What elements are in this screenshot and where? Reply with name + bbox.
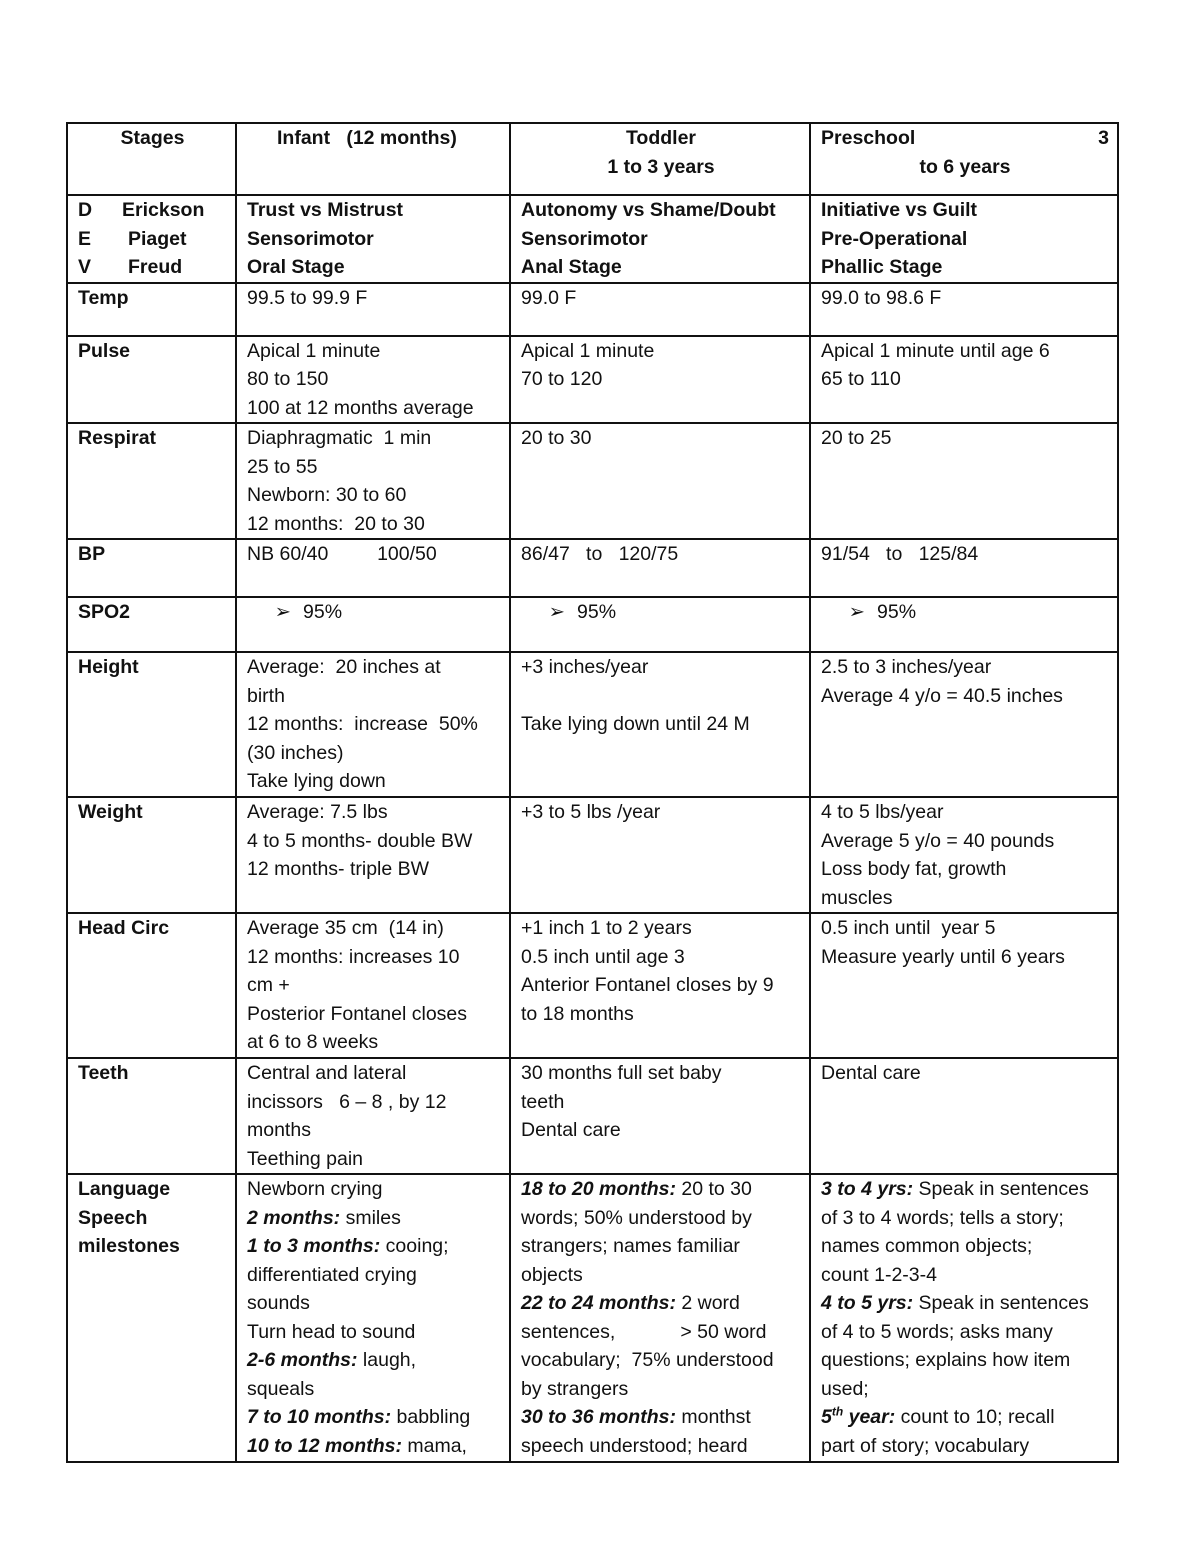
respiration-preschool: 20 to 25 <box>810 423 1118 539</box>
teeth-toddler: 30 months full set baby teeth Dental care <box>510 1058 810 1174</box>
respiration-infant: Diaphragmatic 1 min 25 to 55 Newborn: 30 to 60 12 months: 20 to 30 <box>236 423 510 539</box>
teeth-infant: Central and lateral incissors 6 – 8 , by 12 months Teething pain <box>236 1058 510 1174</box>
temp-preschool: 99.0 to 98.6 F <box>810 283 1118 336</box>
pulse-row <box>67 336 1118 424</box>
weight-row <box>67 797 1118 913</box>
height-toddler: +3 inches/year Take lying down until 24 M <box>510 652 810 797</box>
temp-infant: 99.5 to 99.9 F <box>236 283 510 336</box>
dev-theory-label: D Erickson E Piaget V Freud <box>67 195 236 283</box>
bp-row <box>67 539 1118 597</box>
bp-preschool: 91/54 to 125/84 <box>810 539 1118 597</box>
dev-theory-infant: Trust vs Mistrust Sensorimotor Oral Stage <box>236 195 510 283</box>
temp-toddler: 99.0 F <box>510 283 810 336</box>
spo2-label: SPO2 <box>67 597 236 652</box>
weight-infant: Average: 7.5 lbs 4 to 5 months- double BW 12 months- triple BW <box>236 797 510 913</box>
language-row <box>67 1174 1118 1462</box>
weight-toddler: +3 to 5 lbs /year <box>510 797 810 913</box>
height-preschool: 2.5 to 3 inches/year Average 4 y/o = 40.5 inches <box>810 652 1118 797</box>
height-label: Height <box>67 652 236 797</box>
height-row <box>67 652 1118 797</box>
header-stages: Stages <box>67 123 236 195</box>
header-preschool: Preschool 3 to 6 years <box>810 123 1118 195</box>
spo2-infant: ➢ 95% <box>236 597 510 652</box>
temp-label: Temp <box>67 283 236 336</box>
temp-row <box>67 283 1118 336</box>
height-infant: Average: 20 inches at birth 12 months: increase 50% (30 inches) Take lying down <box>236 652 510 797</box>
pulse-toddler: Apical 1 minute 70 to 120 <box>510 336 810 424</box>
head-circ-label: Head Circ <box>67 913 236 1058</box>
teeth-row <box>67 1058 1118 1174</box>
arrow-bullet-icon: ➢ <box>548 601 565 623</box>
header-row <box>67 123 1118 195</box>
bp-label: BP <box>67 539 236 597</box>
dev-theory-row <box>67 195 1118 283</box>
head-circ-infant: Average 35 cm (14 in) 12 months: increases 10 cm + Posterior Fontanel closes at 6 to 8 weeks <box>236 913 510 1058</box>
header-toddler: Toddler 1 to 3 years <box>510 123 810 195</box>
dev-theory-preschool: Initiative vs Guilt Pre-Operational Phallic Stage <box>810 195 1118 283</box>
head-circ-preschool: 0.5 inch until year 5 Measure yearly until 6 years <box>810 913 1118 1058</box>
language-label: Language Speech milestones <box>67 1174 236 1462</box>
weight-label: Weight <box>67 797 236 913</box>
teeth-preschool: Dental care <box>810 1058 1118 1174</box>
bp-toddler: 86/47 to 120/75 <box>510 539 810 597</box>
pulse-preschool: Apical 1 minute until age 6 65 to 110 <box>810 336 1118 424</box>
respiration-toddler: 20 to 30 <box>510 423 810 539</box>
dev-theory-toddler: Autonomy vs Shame/Doubt Sensorimotor Anal Stage <box>510 195 810 283</box>
head-circ-row <box>67 913 1118 1058</box>
language-toddler: 18 to 20 months: 20 to 30 words; 50% understood by strangers; names familiar objects 22 to 24 months: 2 word sentences, > 50 word vocabulary; 75% understood by strangers 30 to 36 months: monthst speech understood; heard <box>510 1174 810 1462</box>
spo2-preschool: ➢ 95% <box>810 597 1118 652</box>
pulse-label: Pulse <box>67 336 236 424</box>
language-preschool: 3 to 4 yrs: Speak in sentences of 3 to 4 words; tells a story; names common objects; count 1-2-3-4 4 to 5 yrs: Speak in sentences of 4 to 5 words; asks many questions; explains how item used; 5th year: count to 10; recall part of story; vocabulary <box>810 1174 1118 1462</box>
pulse-infant: Apical 1 minute 80 to 150 100 at 12 months average <box>236 336 510 424</box>
arrow-bullet-icon: ➢ <box>848 601 865 623</box>
language-infant: Newborn crying 2 months: smiles 1 to 3 months: cooing; differentiated crying sounds Turn head to sound 2-6 months: laugh, squeals 7 to 10 months: babbling 10 to 12 months: mama, <box>236 1174 510 1462</box>
spo2-toddler: ➢ 95% <box>510 597 810 652</box>
weight-preschool: 4 to 5 lbs/year Average 5 y/o = 40 pounds Loss body fat, growth muscles <box>810 797 1118 913</box>
respiration-row <box>67 423 1118 539</box>
header-infant: Infant (12 months) <box>236 123 510 195</box>
teeth-label: Teeth <box>67 1058 236 1174</box>
spo2-row <box>67 597 1118 652</box>
arrow-bullet-icon: ➢ <box>274 601 291 623</box>
respiration-label: Respirat <box>67 423 236 539</box>
head-circ-toddler: +1 inch 1 to 2 years 0.5 inch until age 3 Anterior Fontanel closes by 9 to 18 months <box>510 913 810 1058</box>
bp-infant: NB 60/40 100/50 <box>236 539 510 597</box>
growth-development-table <box>66 122 1119 1463</box>
